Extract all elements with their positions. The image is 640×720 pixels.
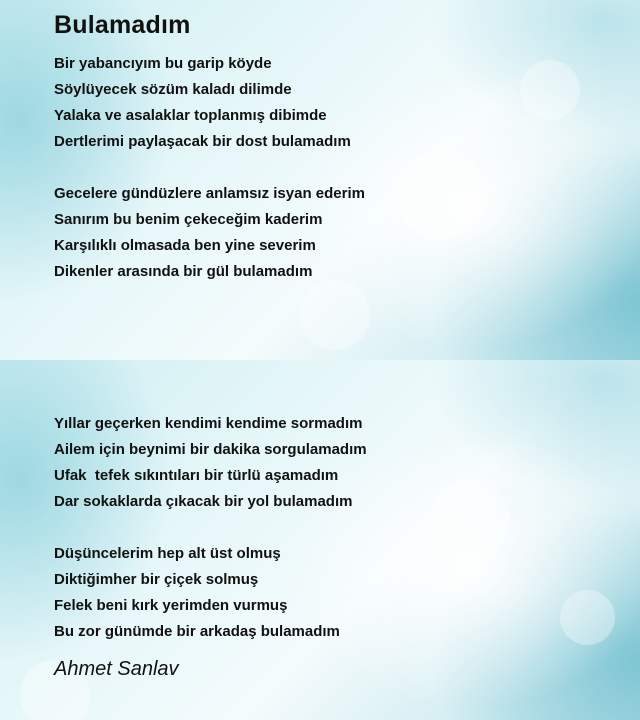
- background-bokeh: [430, 480, 510, 560]
- poem-line: Söylüyecek sözüm kaladı dilimde: [54, 81, 292, 98]
- poem-line: Dar sokaklarda çıkacak bir yol bulamadım: [54, 493, 353, 510]
- poem-line: Yıllar geçerken kendimi kendime sormadım: [54, 415, 363, 432]
- poem-line: Dertlerimi paylaşacak bir dost bulamadım: [54, 133, 351, 150]
- poem-line: Sanırım bu benim çekeceğim kaderim: [54, 211, 323, 228]
- poem-author: Ahmet Sanlav: [54, 658, 179, 680]
- poem-line: Gecelere gündüzlere anlamsız isyan ederim: [54, 185, 365, 202]
- poem-line: Düşüncelerim hep alt üst olmuş: [54, 545, 281, 562]
- poem-line: Bir yabancıyım bu garip köyde: [54, 55, 272, 72]
- poem-line: Dikenler arasında bir gül bulamadım: [54, 263, 313, 280]
- background-bokeh: [520, 60, 580, 120]
- background-bokeh: [395, 150, 485, 240]
- stanza-3: [54, 411, 367, 515]
- poem-line: Ufak tefek sıkıntıları bir türlü aşamadım: [54, 467, 339, 484]
- stanza-1: [54, 51, 351, 155]
- stanza-2: [54, 181, 365, 285]
- poem-line: Diktiğimher bir çiçek solmuş: [54, 571, 259, 588]
- poem-line: Karşılıklı olmasada ben yine severim: [54, 237, 316, 254]
- background-bokeh: [560, 590, 615, 645]
- background-bokeh: [300, 280, 370, 350]
- bottom-poem-panel: [0, 360, 640, 720]
- poem-line: Yalaka ve asalaklar toplanmış dibimde: [54, 107, 327, 124]
- poem-line: Ailem için beynimi bir dakika sorgulamadım: [54, 441, 367, 458]
- poem-title: Bulamadım: [54, 11, 191, 39]
- stanza-4: [54, 541, 340, 645]
- poem-line: Felek beni kırk yerimden vurmuş: [54, 597, 288, 614]
- poem-line: Bu zor günümde bir arkadaş bulamadım: [54, 623, 340, 640]
